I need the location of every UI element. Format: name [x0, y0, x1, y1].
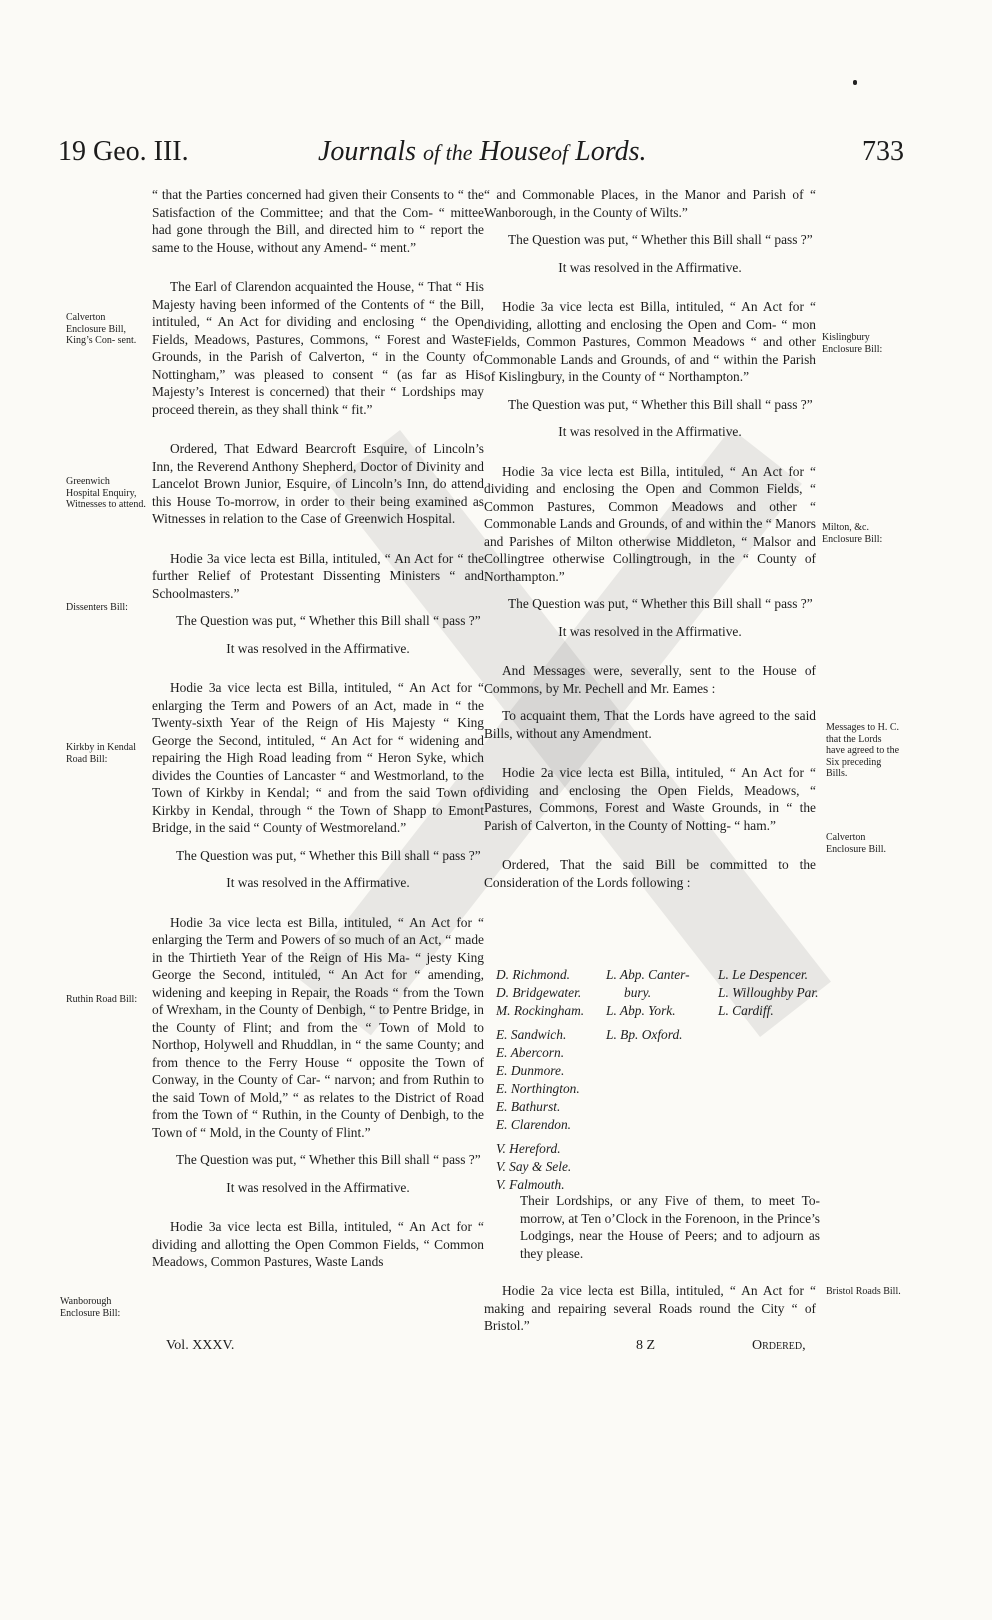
margin-note-bristol: Bristol Roads Bill.: [826, 1286, 901, 1297]
header-left: 19 Geo. III.: [58, 136, 189, 167]
margin-note-kislingbury: Kislingbury Enclosure Bill:: [822, 332, 883, 355]
paragraph-dissenters-bill: Hodie 3a vice lecta est Billa, intituled, “ An Act for “ the further Relief of Protestant Dissenting Ministers “ and Schoolmasters.”: [152, 550, 484, 601]
lord-name: E. Abercorn.: [496, 1045, 565, 1060]
paragraph-wanborough-cont: “ and Commonable Places, in the Manor and Parish of “ Wanborough, in the County of Wilts.”: [484, 187, 816, 220]
lord-name: M. Rockingham.: [496, 1003, 585, 1018]
right-column-lower: [520, 1192, 820, 1284]
right-column: [484, 186, 816, 901]
resolved-kirkby: It was resolved in the Affirmative.: [226, 875, 410, 890]
margin-note-calverton-consent: Calverton Enclosure Bill, King’s Con- sent.: [66, 312, 137, 346]
resolved-dissenters: It was resolved in the Affirmative.: [226, 640, 410, 656]
lords-list-col3: [718, 966, 818, 1020]
question-wanborough: The Question was put, “ Whether this Bill shall “ pass ?”: [508, 232, 813, 247]
paragraph-messages: And Messages were, severally, sent to the House of Commons, by Mr. Pechell and Mr. Eames :: [484, 663, 816, 696]
lord-name: D. Richmond.: [496, 967, 571, 982]
lord-name: L. Abp. York.: [606, 1003, 676, 1018]
running-title-of-the: of the: [423, 140, 473, 165]
question-dissenters: The Question was put, “ Whether this Bill shall “ pass ?”: [176, 613, 481, 628]
lords-list-col1: [496, 966, 584, 1194]
volume-number: Vol. XXXV.: [166, 1338, 235, 1353]
paragraph-milton-bill: Hodie 3a vice lecta est Billa, intituled, “ An Act for “ dividing and enclosing the Open and Common Fields, “ Common Pastures, Common Meadows and other “ Commonable Lands and Grounds, of and within the “ Manors and Parishes of Milton otherwise Middleton, “ Malsor and Collingtree otherwise Collingtrough, in the “ County of Northampton.”: [484, 463, 816, 584]
running-title: [318, 136, 647, 168]
running-title-of: of: [551, 140, 569, 165]
lord-name: bury.: [624, 985, 652, 1000]
margin-note-wanborough: Wanborough Enclosure Bill:: [60, 1296, 121, 1319]
lord-name: V. Falmouth.: [496, 1177, 565, 1192]
margin-note-messages: Messages to H. C. that the Lords have agreed to the Six preceding Bills.: [826, 722, 900, 779]
left-column: [152, 186, 484, 1271]
question-kirkby: The Question was put, “ Whether this Bill shall “ pass ?”: [176, 847, 481, 863]
lord-name: E. Clarendon.: [496, 1117, 572, 1132]
signature-mark: 8 Z: [636, 1338, 656, 1353]
right-column-bristol: [484, 1282, 816, 1335]
lord-name: V. Hereford.: [496, 1141, 561, 1156]
lord-name: E. Northington.: [496, 1081, 580, 1096]
ink-mark: [853, 80, 857, 85]
question-kislingbury: The Question was put, “ Whether this Bill shall “ pass ?”: [508, 396, 813, 412]
lord-name: E. Sandwich.: [496, 1027, 567, 1042]
page-number: 733: [862, 136, 904, 167]
paragraph-lordships-meet: Their Lordships, or any Five of them, to meet To- morrow, at Ten o’Clock in the Forenoon, in the Prince’s Lodgings, near the House of Peers; and to adjourn as they please.: [520, 1193, 820, 1261]
paragraph-bristol-bill: Hodie 2a vice lecta est Billa, intituled, “ An Act for “ making and repairing several Roads round the City “ of Bristol.”: [484, 1283, 816, 1333]
margin-note-kirkby: Kirkby in Kendal Road Bill:: [66, 742, 136, 765]
resolved-ruthin: It was resolved in the Affirmative.: [226, 1179, 410, 1195]
margin-note-greenwich: Greenwich Hospital Enquiry, Witnesses to attend.: [66, 476, 146, 510]
lord-name: L. Cardiff.: [718, 1003, 774, 1018]
paragraph-acquaint: To acquaint them, That the Lords have agreed to the said Bills, without any Amendment.: [484, 708, 816, 741]
lord-name: L. Bp. Oxford.: [606, 1027, 683, 1042]
lord-name: E. Bathurst.: [496, 1099, 561, 1114]
running-title-house: House: [479, 136, 552, 167]
resolved-wanborough: It was resolved in the Affirmative.: [558, 259, 742, 275]
resolved-kislingbury: It was resolved in the Affirmative.: [558, 424, 742, 439]
paragraph-calverton-consent: The Earl of Clarendon acquainted the House, “ That “ His Majesty having been informed of the Contents of “ the Bill, intituled, “ An Act for dividing and enclosing “ the Open Fields, Meadows, Pastures, Commons, “ Forest and Waste Grounds, in the Parish of Calverton, “ in the County of Nottingham,” was pleased to consent “ (as far as His Majesty’s Interest is concerned) that their “ Lordships may proceed therein, as they shall think “ fit.”: [152, 279, 484, 417]
lord-name: E. Dunmore.: [496, 1063, 565, 1078]
margin-note-milton: Milton, &c. Enclosure Bill:: [822, 522, 883, 545]
paragraph-committed-order: Ordered, That the said Bill be committed to the Consideration of the Lords following :: [484, 857, 816, 890]
paragraph-kislingbury-bill: Hodie 3a vice lecta est Billa, intituled, “ An Act for “ dividing, allotting and enclosing the Open and Com- “ mon Fields, Common Pastures, Common Meadows “ and other Commonable Lands and Grounds, of and “ within the Parish of Kislingbury, in the County of “ Northampton.”: [484, 299, 816, 384]
question-milton: The Question was put, “ Whether this Bill shall “ pass ?”: [508, 596, 813, 611]
paragraph-calverton-second-reading: Hodie 2a vice lecta est Billa, intituled, “ An Act for “ dividing and enclosing the Open Fields, Meadows, “ Pastures, Commons, Forest and Waste Grounds, in “ the Parish of Calverton, in the County of Notting- “ ham.”: [484, 765, 816, 833]
question-ruthin: The Question was put, “ Whether this Bill shall “ pass ?”: [176, 1152, 481, 1167]
lords-list-col2: [606, 966, 690, 1044]
margin-note-dissenters: Dissenters Bill:: [66, 602, 128, 613]
running-title-lords: Lords.: [575, 136, 647, 167]
paragraph-ruthin-bill: Hodie 3a vice lecta est Billa, intituled, “ An Act for “ enlarging the Term and Powers of so much of an Act, “ made in the Thirtieth Year of the Reign of His Ma- “ jesty King George the Second, intituled, “ An Act for “ amending, widening and keeping in Repair, the Roads “ from the Town of Wrexham, in the County of Denbigh, “ to Pentre Bridge, in the County of Flint; and from the “ Town of Mold to Northop, Holywell and Rhuddlan, in “ the same County; and from thence to the Ferry House “ opposite the Town of Conway, in the County of Car- “ narvon; and from Ruthin to the said Town of Mold,” “ as relates to the District of Road from the Town of “ Ruthin, in the County of Denbigh, to the Town of “ Mold, in the County of Flint.”: [152, 914, 484, 1140]
paragraph-kirkby-bill: Hodie 3a vice lecta est Billa, intituled, “ An Act for “ enlarging the Term and Powers of an Act, made in “ the Twenty-sixth Year of the Reign of His Majesty “ King George the Second, intituled, “ An Act for “ widening and repairing the High Road leading from “ Heron Syke, which divides the Counties of Lancaster “ and Westmorland, to the Town of Kirkby in Kendal; “ and from the said Town of Kirkby in Kendal, through “ the Town of Shapp to Emont Bridge, in the said “ County of Westmoreland.”: [152, 680, 484, 835]
catchword: Ordered,: [752, 1338, 806, 1353]
paragraph-greenwich-order: Ordered, That Edward Bearcroft Esquire, of Lincoln’s Inn, the Reverend Anthony Shepherd, Doctor of Divinity and Lancelot Brown Junior, Esquire, of Lincoln’s Inn, do attend this House To-morrow, in order to their being examined as Witnesses in relation to the Case of Greenwich Hospital.: [152, 441, 484, 526]
margin-note-calverton-enclosure: Calverton Enclosure Bill.: [826, 832, 886, 855]
paragraph-committee-report: “ that the Parties concerned had given their Consents to “ the Satisfaction of the Committee; and that the Com- “ mittee had gone through the Bill, and directed him to “ report the same to the House, without any Amend- “ ment.”: [152, 187, 484, 255]
resolved-milton: It was resolved in the Affirmative.: [558, 623, 742, 639]
lord-name: L. Willoughby Par.: [718, 985, 819, 1000]
paragraph-wanborough-bill: Hodie 3a vice lecta est Billa, intituled, “ An Act for “ dividing and allotting the Open Common Fields, “ Common Meadows, Common Pastures, Waste Lands: [152, 1219, 484, 1269]
margin-note-ruthin: Ruthin Road Bill:: [66, 994, 138, 1005]
lord-name: V. Say & Sele.: [496, 1159, 572, 1174]
running-title-journals: Journals: [318, 136, 416, 167]
lord-name: D. Bridgewater.: [496, 985, 582, 1000]
lord-name: L. Abp. Canter-: [606, 967, 690, 982]
lord-name: L. Le Despencer.: [718, 967, 808, 982]
